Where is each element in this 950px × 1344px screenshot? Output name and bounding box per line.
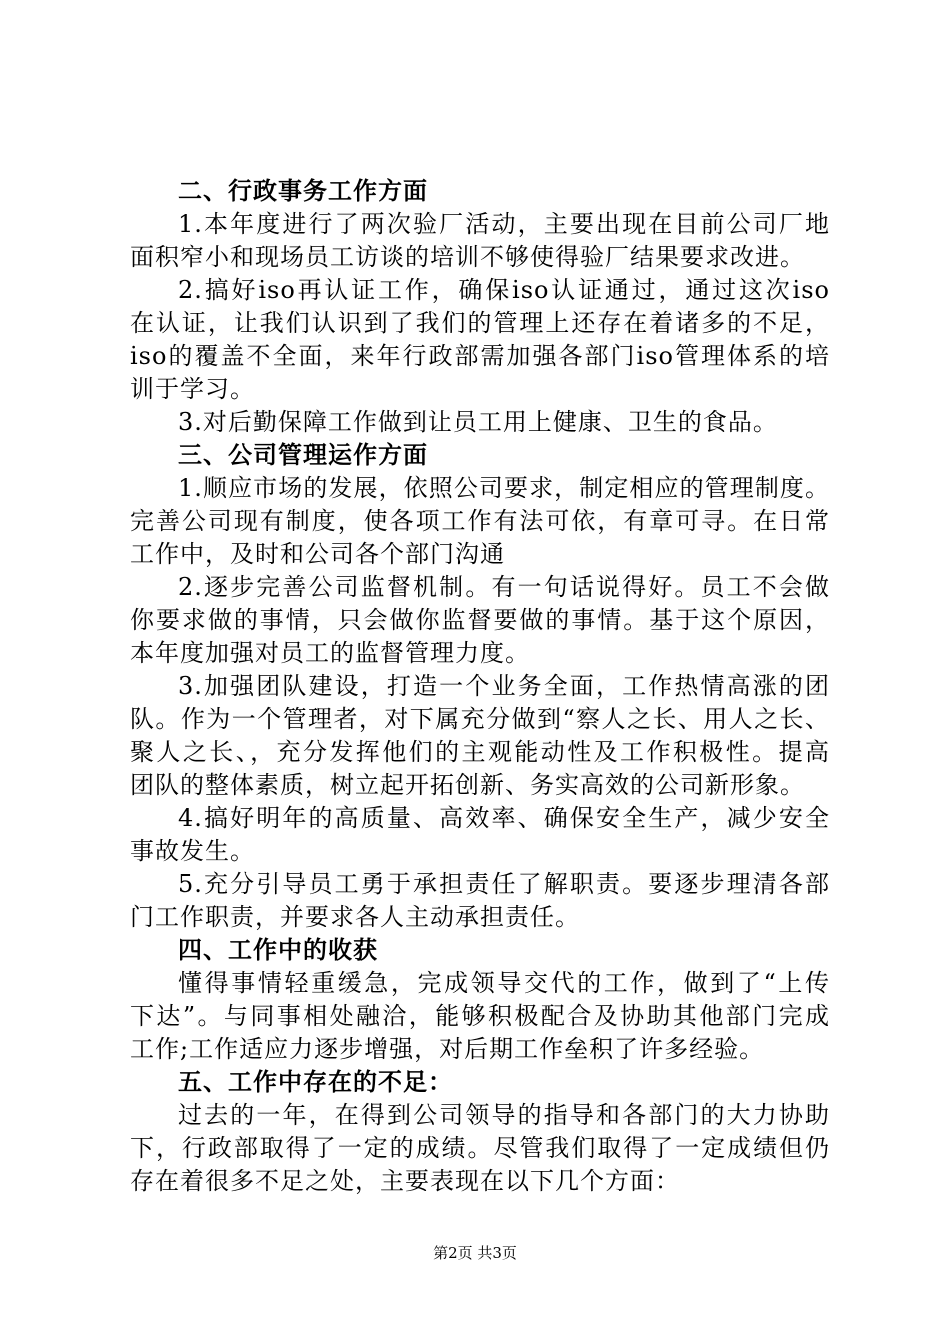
paragraph — [130, 571, 830, 670]
paragraph-line: 本年度加强对员工的监督管理力度。 — [130, 639, 530, 667]
paragraph-line: iso的覆盖不全面，来年行政部需加强各部门iso管理体系的培 — [130, 342, 830, 370]
paragraph-line: 完善公司现有制度，使各项工作有法可依，有章可寻。在日常 — [130, 507, 830, 535]
paragraph — [130, 472, 830, 571]
document-body — [130, 175, 830, 1198]
paragraph-line: 3.对后勤保障工作做到让员工用上健康、卫生的食品。 — [178, 408, 778, 436]
page-footer: 第2页 共3页 — [433, 1244, 517, 1262]
paragraph-line: 懂得事情轻重缓急，完成领导交代的工作，做到了“上传 — [178, 969, 830, 997]
paragraph-line: 下达”。与同事相处融洽，能够积极配合及协助其他部门完成 — [130, 1002, 830, 1030]
paragraph-line: 聚人之长、，充分发挥他们的主观能动性及工作积极性。提高 — [130, 738, 830, 766]
paragraph — [130, 274, 830, 406]
paragraph-line: 1.本年度进行了两次验厂活动，主要出现在目前公司厂地 — [178, 210, 830, 238]
paragraph-line: 5.充分引导员工勇于承担责任了解职责。要逐步理清各部 — [178, 870, 830, 898]
paragraph — [130, 868, 830, 934]
section-heading: 五、工作中存在的不足： — [178, 1068, 453, 1096]
paragraph-line: 团队的整体素质，树立起开拓创新、务实高效的公司新形象。 — [130, 771, 805, 799]
paragraph-line: 存在着很多不足之处，主要表现在以下几个方面： — [130, 1167, 680, 1195]
paragraph-line: 2.逐步完善公司监督机制。有一句话说得好。员工不会做 — [178, 573, 830, 601]
section-heading: 三、公司管理运作方面 — [178, 441, 428, 469]
paragraph — [130, 670, 830, 802]
paragraph-line: 过去的一年，在得到公司领导的指导和各部门的大力协助 — [178, 1101, 830, 1129]
paragraph-line: 在认证，让我们认识到了我们的管理上还存在着诸多的不足， — [130, 309, 830, 337]
paragraph-line: 2.搞好iso再认证工作，确保iso认证通过，通过这次iso — [178, 276, 830, 304]
paragraph-line: 下，行政部取得了一定的成绩。尽管我们取得了一定成绩但仍 — [130, 1134, 830, 1162]
paragraph-line: 3.加强团队建设，打造一个业务全面，工作热情高涨的团 — [178, 672, 830, 700]
paragraph-line: 面积窄小和现场员工访谈的培训不够使得验厂结果要求改进。 — [130, 243, 805, 271]
paragraph — [130, 967, 830, 1066]
paragraph-line: 工作;工作适应力逐步增强，对后期工作垒积了许多经验。 — [130, 1035, 765, 1063]
paragraph — [130, 802, 830, 868]
paragraph — [130, 208, 830, 274]
paragraph-line: 事故发生。 — [130, 837, 255, 865]
paragraph-line: 你要求做的事情，只会做你监督要做的事情。基于这个原因， — [130, 606, 830, 634]
paragraph — [130, 1099, 830, 1198]
paragraph-line: 训于学习。 — [130, 375, 255, 403]
paragraph — [130, 406, 830, 439]
paragraph-line: 门工作职责，并要求各人主动承担责任。 — [130, 903, 580, 931]
section-heading: 二、行政事务工作方面 — [178, 177, 428, 205]
paragraph-line: 队。作为一个管理者，对下属充分做到“察人之长、用人之长、 — [130, 705, 830, 733]
section-heading: 四、工作中的收获 — [178, 936, 378, 964]
paragraph-line: 1.顺应市场的发展，依照公司要求，制定相应的管理制度。 — [178, 474, 830, 502]
paragraph-line: 工作中，及时和公司各个部门沟通 — [130, 540, 505, 568]
paragraph-line: 4.搞好明年的高质量、高效率、确保安全生产，减少安全 — [178, 804, 830, 832]
